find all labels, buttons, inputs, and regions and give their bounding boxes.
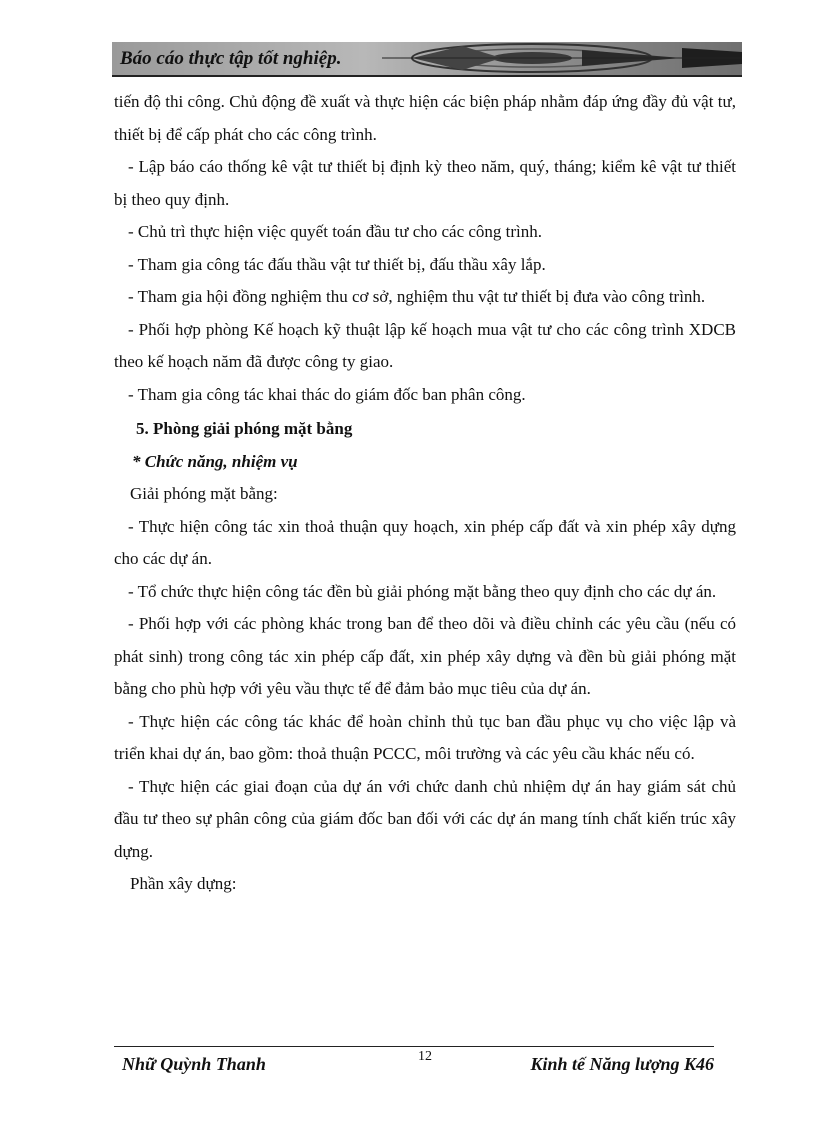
page-number: 12 <box>418 1049 432 1064</box>
document-body <box>114 86 736 901</box>
list-item: - Lập báo cáo thống kê vật tư thiết bị định kỳ theo năm, quý, tháng; kiểm kê vật tư thiết bị theo quy định. <box>114 157 736 209</box>
list-item: - Tổ chức thực hiện công tác đền bù giải phóng mặt bằng theo quy định cho các dự án. <box>128 581 717 601</box>
page-header <box>112 42 742 75</box>
list-item: - Chủ trì thực hiện việc quyết toán đầu tư cho các công trình. <box>128 222 543 241</box>
list-item: - Tham gia công tác đấu thầu vật tư thiết bị, đấu thầu xây lắp. <box>128 254 546 274</box>
footer-rule <box>114 1046 714 1047</box>
list-item: - Thực hiện các giai đoạn của dự án với chức danh chủ nhiệm dự án hay giám sát chủ đầu tư theo sự phân công của giám đốc ban đối với các dự án mang tính chất kiến trúc xây dựng. <box>114 776 736 861</box>
header-underline <box>112 75 742 77</box>
list-item: - Phối hợp với các phòng khác trong ban để theo dõi và điều chỉnh các yêu cầu (nếu có phát sinh) trong công tác xin phép cấp đất, xin phép xây dựng và đền bù giải phóng mặt bằng cho phù hợp với yêu vầu thực tế để đảm bảo mục tiêu của dự án. <box>114 614 736 698</box>
header-ornament-icon <box>382 42 742 75</box>
header-title: Báo cáo thực tập tốt nghiệp. <box>120 48 342 69</box>
paragraph: Giải phóng mặt bằng: <box>130 484 278 503</box>
footer-course: Kinh tế Năng lượng K46 <box>530 1054 714 1074</box>
list-item: - Tham gia công tác khai thác do giám đốc ban phân công. <box>128 384 526 404</box>
paragraph: tiến độ thi công. Chủ động đề xuất và thực hiện các biện pháp nhằm đáp ứng đầy đủ vật tư, thiết bị để cấp phát cho các công trình. <box>114 92 736 144</box>
subsection-heading: * Chức năng, nhiệm vụ <box>132 451 298 471</box>
list-item: - Phối hợp phòng Kế hoạch kỹ thuật lập kế hoạch mua vật tư cho các công trình XDCB theo kế hoạch năm đã được công ty giao. <box>114 319 736 371</box>
footer-author: Nhữ Quỳnh Thanh <box>122 1054 266 1074</box>
section-heading: 5. Phòng giải phóng mặt bằng <box>136 419 353 438</box>
list-item: - Tham gia hội đồng nghiệm thu cơ sở, nghiệm thu vật tư thiết bị đưa vào công trình. <box>128 287 706 306</box>
paragraph: Phần xây dựng: <box>130 874 237 893</box>
list-item: - Thực hiện công tác xin thoả thuận quy hoạch, xin phép cấp đất và xin phép xây dựng cho các dự án. <box>114 516 736 568</box>
list-item: - Thực hiện các công tác khác để hoàn chỉnh thủ tục ban đầu phục vụ cho việc lập và triển khai dự án, bao gồm: thoả thuận PCCC, môi trường và các yêu cầu khác nếu có. <box>114 711 736 763</box>
